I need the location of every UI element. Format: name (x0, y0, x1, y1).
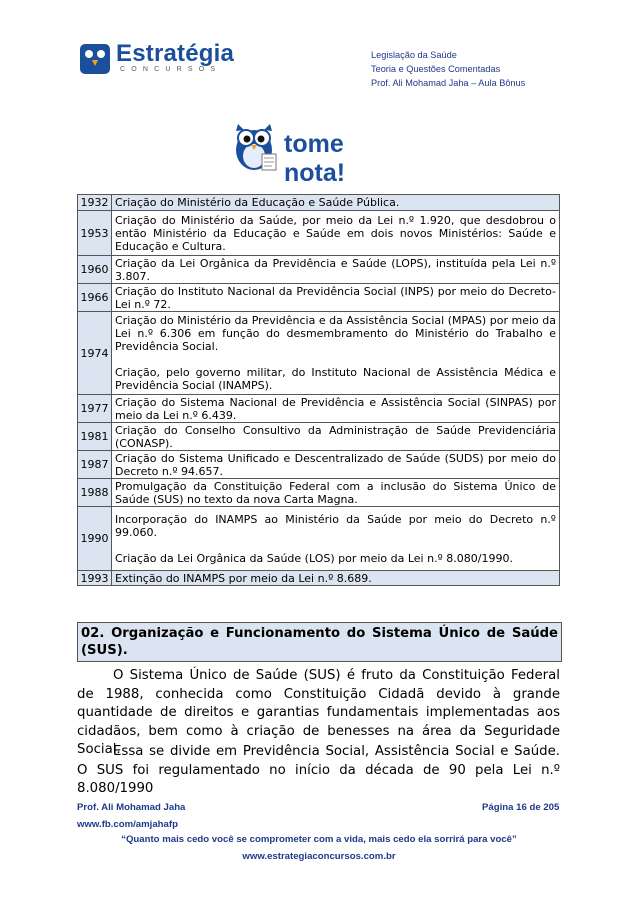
footer-left (77, 799, 185, 833)
year-cell: 1966 (78, 284, 112, 312)
description-para: Incorporação do INAMPS ao Ministério da Saúde por meio do Decreto n.º 99.060. (115, 512, 556, 539)
description-para: Criação do Ministério da Previdência e da Assistência Social (MPAS) por meio da Lei n.º 6.306 em função do desmembramento do Ministério do Trabalho e Previdência Social. (115, 314, 556, 353)
table-row (78, 423, 560, 451)
owl-logo-icon (80, 44, 110, 74)
section-heading: 02. Organização e Funcionamento do Sistema Único de Saúde (SUS). (77, 622, 562, 662)
timeline-table (77, 194, 560, 586)
footer-facebook-link[interactable]: www.fb.com/amjahafp (77, 819, 178, 830)
header-course: Legislação da Saúde (371, 50, 457, 60)
brand-logo (80, 42, 240, 76)
year-cell: 1981 (78, 423, 112, 451)
page-number: Página 16 de 205 (482, 802, 560, 813)
footer-author: Prof. Ali Mohamad Jaha (77, 802, 186, 813)
description-cell: Criação do Conselho Consultivo da Administração de Saúde Previdenciária (CONASP). (112, 423, 560, 451)
table-row (78, 479, 560, 507)
year-cell: 1974 (78, 312, 112, 395)
description-cell: Criação do Ministério da Educação e Saúde Pública. (112, 195, 560, 211)
description-cell: Criação do Ministério da Saúde, por meio da Lei n.º 1.920, que desdobrou o então Ministério da Educação e Saúde em dois novos Ministérios: Saúde e Educação e Cultura. (112, 211, 560, 256)
paragraph-text: Essa se divide em Previdência Social, Assistência Social e Saúde. O SUS foi regulamentado no início da década de 90 pela Lei n.º 8.080/1990 (77, 744, 560, 797)
logo-subtext: CONCURSOS (120, 66, 222, 73)
description-cell (112, 312, 560, 395)
year-cell: 1987 (78, 451, 112, 479)
year-cell: 1953 (78, 211, 112, 256)
footer-site-link[interactable]: www.estrategiaconcursos.com.br (242, 851, 396, 862)
header-author: Prof. Ali Mohamad Jaha – Aula Bônus (371, 78, 526, 88)
tome-nota-text: tome nota! (284, 130, 346, 187)
description-para: Criação, pelo governo militar, do Instituto Nacional de Assistência Médica e Previdência Social (INAMPS). (115, 366, 556, 392)
table-row (78, 395, 560, 423)
year-cell: 1990 (78, 507, 112, 571)
year-cell: 1988 (78, 479, 112, 507)
paragraph (77, 743, 560, 799)
description-cell: Promulgação da Constituição Federal com a inclusão do Sistema Único de Saúde (SUS) no texto da nova Carta Magna. (112, 479, 560, 507)
table-row (78, 507, 560, 571)
header-subtitle: Teoria e Questões Comentadas (371, 64, 501, 74)
year-cell: 1977 (78, 395, 112, 423)
description-cell: Criação do Sistema Nacional de Previdência e Assistência Social (SINPAS) por meio da Lei n.º 6.439. (112, 395, 560, 423)
year-cell: 1993 (78, 571, 112, 586)
table-row (78, 451, 560, 479)
description-cell: Criação do Sistema Unificado e Descentralizado de Saúde (SUDS) por meio do Decreto n.º 94.657. (112, 451, 560, 479)
footer-quote: “Quanto mais cedo você se comprometer com a vida, mais cedo ela sorrirá para você” (121, 834, 517, 845)
logo-text: Estratégia (116, 40, 235, 67)
description-cell (112, 507, 560, 571)
description-para: Criação da Lei Orgânica da Saúde (LOS) por meio da Lei n.º 8.080/1990. (115, 551, 513, 565)
description-cell: Criação do Instituto Nacional da Previdência Social (INPS) por meio do Decreto-Lei n.º 72. (112, 284, 560, 312)
year-cell: 1932 (78, 195, 112, 211)
description-cell: Extinção do INAMPS por meio da Lei n.º 8.689. (112, 571, 560, 586)
year-cell: 1960 (78, 256, 112, 284)
table-row (78, 312, 560, 395)
table-row (78, 211, 560, 256)
paragraph-text: O Sistema Único de Saúde (SUS) é fruto da Constituição Federal de 1988, conhecida como Constituição Cidadã devido à grande quantidade de direitos e garantias fundamentais implementadas aos cidadãos, bem como à criação de benesses na área da Seguridade Social. (77, 668, 560, 758)
description-cell: Criação da Lei Orgânica da Previdência e Saúde (LOPS), instituída pela Lei n.º 3.807. (112, 256, 560, 284)
owl-mascot-icon (230, 118, 278, 174)
header-info (371, 48, 525, 90)
table-row (78, 284, 560, 312)
table-row (78, 256, 560, 284)
tome-nota-banner (230, 118, 410, 187)
table-row (78, 571, 560, 586)
table-row (78, 195, 560, 211)
